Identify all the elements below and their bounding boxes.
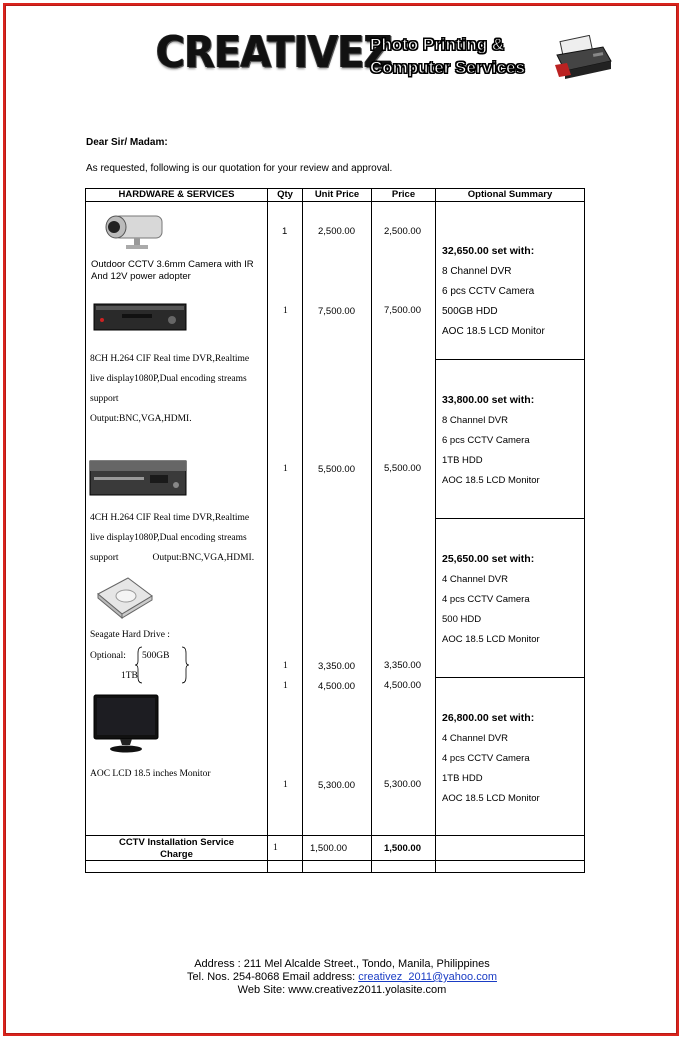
footer-address: Address : 211 Mel Alcalde Street., Tondo, Manila, Philippines	[194, 958, 490, 970]
item-monitor-qty: 1	[283, 780, 288, 790]
service-price: 1,500.00	[384, 843, 421, 854]
tagline-line-2: Computer Services	[370, 58, 525, 77]
cctv-camera-image	[96, 212, 166, 252]
printer-icon	[553, 35, 615, 81]
item-hdd-option-1tb: 1TB	[121, 671, 138, 681]
item-camera-qty: 1	[282, 226, 288, 237]
item-dvr4-price: 5,500.00	[384, 463, 421, 474]
intro-text: As requested, following is our quotation for your review and approval.	[86, 163, 393, 174]
summary-3: 25,650.00 set with: 4 Channel DVR 4 pcs CCTV Camera 500 HDD AOC 18.5 LCD Monitor	[442, 553, 540, 645]
header-unit-price: Unit Price	[314, 189, 360, 200]
item-dvr4-desc: 4CH H.264 CIF Real time DVR,Realtime live display1080P,Dual encoding streams support Output:BNC,VGA,HDMI.	[90, 513, 255, 563]
email-link[interactable]: creativez_2011@yahoo.com	[358, 971, 497, 983]
header-optional-summary: Optional Summary	[467, 189, 553, 200]
item-dvr8-desc: 8CH H.264 CIF Real time DVR,Realtime live display1080P,Dual encoding streams support Output:BNC,VGA,HDMI.	[90, 354, 250, 424]
item-dvr8-price: 7,500.00	[384, 305, 421, 316]
item-hdd-500-price: 3,350.00	[384, 660, 421, 671]
item-camera-unit-price: 2,500.00	[318, 226, 355, 237]
item-monitor-unit-price: 5,300.00	[318, 780, 355, 791]
header-hardware: HARDWARE & SERVICES	[118, 189, 235, 200]
item-monitor-price: 5,300.00	[384, 779, 421, 790]
header-qty: Qty	[277, 189, 293, 200]
item-camera-desc: Outdoor CCTV 3.6mm Camera with IR And 12V power adopter	[91, 259, 254, 282]
footer-contact: Tel. Nos. 254-8068 Email address: creativez_2011@yahoo.com	[187, 971, 497, 983]
item-hdd-500-qty: 1	[283, 661, 288, 671]
item-hdd-1tb-qty: 1	[283, 681, 288, 691]
item-camera-price: 2,500.00	[384, 226, 421, 237]
company-logo	[150, 28, 392, 83]
summary-1: 32,650.00 set with: 8 Channel DVR 6 pcs CCTV Camera 500GB HDD AOC 18.5 LCD Monitor	[442, 245, 545, 337]
logo-text: CREATIVEZ	[156, 28, 392, 78]
item-dvr8-qty: 1	[283, 306, 288, 316]
hard-drive-image	[94, 572, 154, 620]
lcd-monitor-image	[92, 693, 160, 755]
item-hdd-1tb-price: 4,500.00	[384, 680, 421, 691]
dvr-8ch-image	[92, 298, 188, 336]
brace-icon	[134, 645, 194, 685]
item-monitor-desc: AOC LCD 18.5 inches Monitor	[90, 769, 211, 779]
item-dvr8-unit-price: 7,500.00	[318, 306, 355, 317]
service-desc: CCTV Installation Service Charge	[118, 837, 235, 860]
item-hdd-500-unit-price: 3,350.00	[318, 661, 355, 672]
company-tagline	[370, 33, 525, 79]
item-hdd-desc: Seagate Hard Drive :	[90, 630, 170, 640]
item-hdd-option-500gb: 500GB	[142, 651, 170, 661]
summary-2: 33,800.00 set with: 8 Channel DVR 6 pcs CCTV Camera 1TB HDD AOC 18.5 LCD Monitor	[442, 394, 540, 486]
item-dvr4-unit-price: 5,500.00	[318, 464, 355, 475]
dvr-4ch-image	[88, 457, 188, 499]
service-unit-price: 1,500.00	[310, 843, 347, 854]
item-hdd-optional-label: Optional:	[90, 651, 126, 661]
footer-website: Web Site: www.creativez2011.yolasite.com	[237, 984, 447, 996]
item-hdd-1tb-unit-price: 4,500.00	[318, 681, 355, 692]
salutation: Dear Sir/ Madam:	[86, 137, 168, 148]
summary-4: 26,800.00 set with: 4 Channel DVR 4 pcs CCTV Camera 1TB HDD AOC 18.5 LCD Monitor	[442, 712, 540, 804]
tagline-line-1: Photo Printing &	[370, 35, 505, 54]
service-qty: 1	[273, 843, 278, 853]
header-price: Price	[391, 189, 416, 200]
item-dvr4-qty: 1	[283, 464, 288, 474]
